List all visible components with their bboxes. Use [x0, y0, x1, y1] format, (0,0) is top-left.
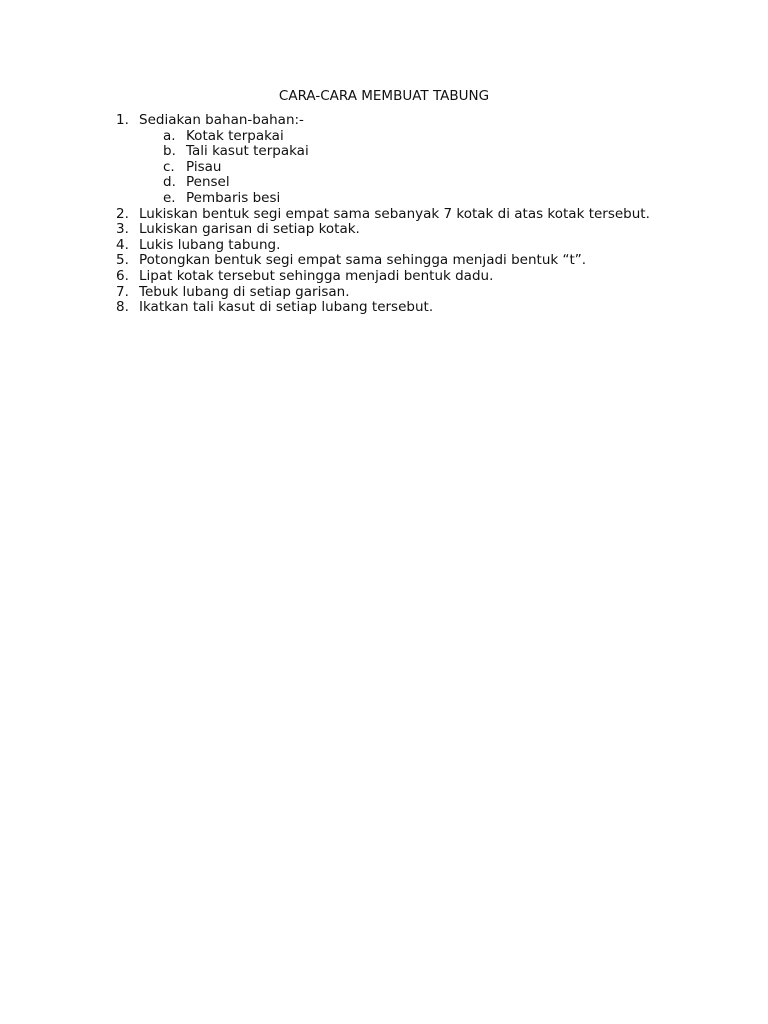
step-item [116, 113, 675, 207]
step-number: 2. [116, 205, 129, 222]
material-text: Tali kasut terpakai [186, 143, 309, 160]
step-number: 8. [116, 299, 129, 316]
material-letter: a. [163, 127, 176, 144]
step-number: 3. [116, 221, 129, 238]
step-number: 6. [116, 267, 129, 284]
step-text: Lipat kotak tersebut sehingga menjadi bentuk dadu. [139, 267, 494, 284]
step-text: Lukis lubang tabung. [139, 236, 281, 253]
material-item [163, 191, 675, 207]
material-letter: d. [163, 174, 176, 191]
material-letter: b. [163, 143, 176, 160]
material-text: Pembaris besi [186, 189, 281, 206]
material-text: Kotak terpakai [186, 127, 284, 144]
step-item [116, 253, 675, 269]
step-item [116, 269, 675, 285]
material-item [163, 160, 675, 176]
step-text: Tebuk lubang di setiap garisan. [139, 283, 350, 300]
step-number: 5. [116, 252, 129, 269]
document-title: CARA-CARA MEMBUAT TABUNG [278, 88, 490, 104]
step-text: Lukiskan bentuk segi empat sama sebanyak 7 kotak di atas kotak tersebut. [139, 205, 650, 222]
material-item [163, 129, 675, 145]
step-number: 1. [116, 112, 129, 128]
step-item [116, 222, 675, 238]
step-text: Sediakan bahan-bahan:- [139, 112, 304, 128]
material-letter: e. [163, 189, 176, 206]
step-text: Ikatkan tali kasut di setiap lubang tersebut. [139, 299, 434, 316]
step-item [116, 300, 675, 316]
material-item [163, 175, 675, 191]
step-text: Potongkan bentuk segi empat sama sehingga menjadi bentuk “t”. [139, 252, 587, 269]
material-letter: c. [163, 158, 175, 175]
step-number: 7. [116, 283, 129, 300]
material-item [163, 144, 675, 160]
step-item [116, 207, 675, 223]
step-number: 4. [116, 236, 129, 253]
steps-list [116, 113, 675, 316]
material-text: Pensel [186, 174, 230, 191]
step-item [116, 238, 675, 254]
material-text: Pisau [186, 158, 222, 175]
step-item [116, 285, 675, 301]
materials-list [163, 129, 675, 207]
step-text: Lukiskan garisan di setiap kotak. [139, 221, 360, 238]
